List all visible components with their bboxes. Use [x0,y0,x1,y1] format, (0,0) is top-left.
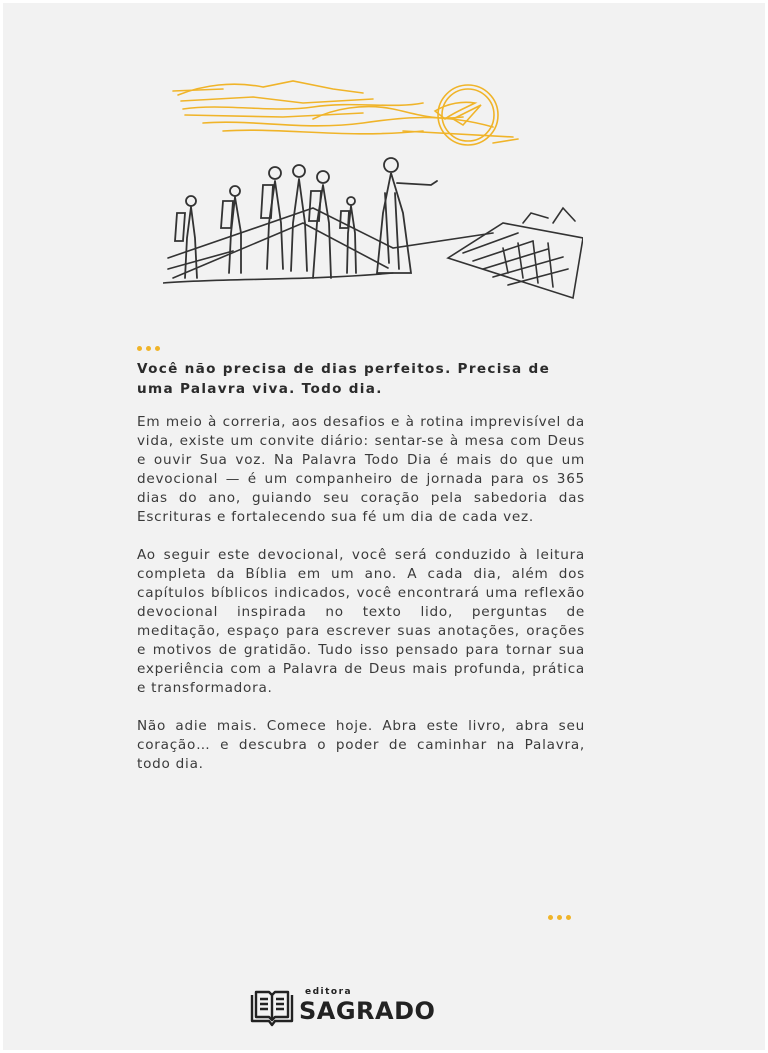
publisher-logo [249,985,449,1031]
cover-text [137,359,585,793]
publisher-label: editora [305,987,353,997]
open-book-icon [249,989,295,1027]
back-cover [3,3,765,1050]
decorative-dots-top [137,346,160,351]
headline: Você não precisa de dias perfeitos. Precisa de uma Palavra viva. Todo dia. [137,361,551,397]
sky-sketch [173,81,518,145]
decorative-dots-bottom [548,915,571,920]
pilgrims-illustration [163,73,583,303]
paragraph-2: Ao seguir este devocional, você será conduzido à leitura completa da Bíblia em um ano. A cada dia, além dos capítulos bíblicos indicados, você encontrará uma reflexão devocional inspirada no texto lido, perguntas de meditação, espaço para escrever suas anotações, orações e motivos de gratidão. Tudo isso pensado para tornar sua experiência com a Palavra de Deus mais profunda, prática e transformadora. [137,547,585,696]
paragraph-3: Não adie mais. Comece hoje. Abra este livro, abra seu coração… e descubra o poder de caminhar na Palavra, todo dia. [137,718,585,772]
ground-sketch [163,208,583,298]
publisher-name: SAGRADO [299,997,436,1025]
paragraph-1: Em meio à correria, aos desafios e à rotina imprevisível da vida, existe um convite diário: sentar-se à mesa com Deus e ouvir Sua voz. Na Palavra Todo Dia é mais do que um devocional — é um companheiro de jornada para os 365 dias do ano, guiando seu coração pela sabedoria das Escrituras e fortalecendo sua fé um dia de cada vez. [137,414,585,525]
